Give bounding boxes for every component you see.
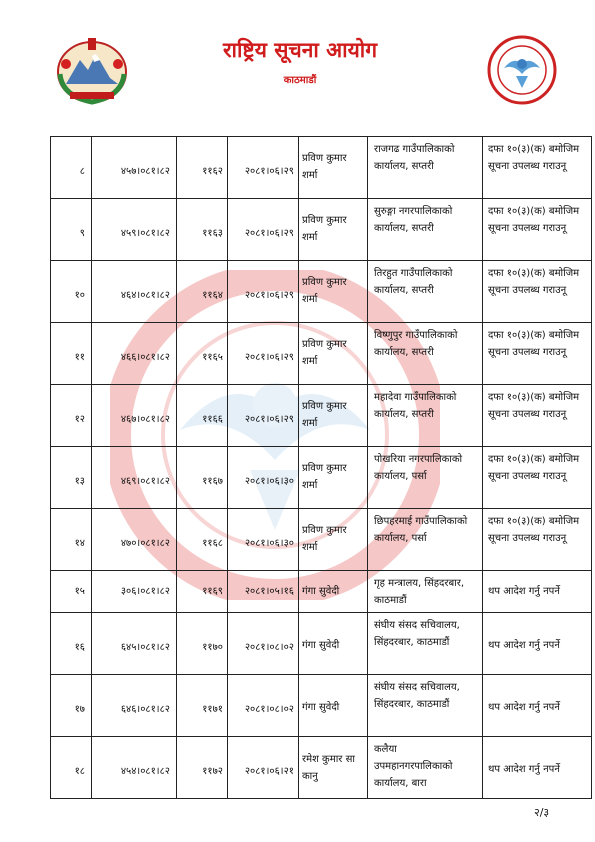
decision-number: ११६५ [177, 323, 228, 385]
applicant-name: प्रविण कुमार शर्मा [299, 447, 368, 509]
decision-number: ११६२ [177, 137, 228, 199]
serial-number: १६ [51, 613, 92, 675]
decision-number: ११७० [177, 613, 228, 675]
serial-number: ८ [51, 137, 92, 199]
respondent-office: तिरहुत गाउँपालिकाको कार्यालय, सप्तरी [368, 261, 483, 323]
decision-date: २०८१।०८।०२ [228, 675, 299, 737]
table-row [51, 675, 592, 737]
decision-text: थप आदेश गर्नु नपर्ने [483, 737, 592, 799]
registration-number: ४७०।०८१।८२ [92, 509, 177, 571]
decision-number: ११६६ [177, 385, 228, 447]
respondent-office: संघीय संसद सचिवालय, सिंहदरबार, काठमाडौं [368, 613, 483, 675]
decision-number: ११६७ [177, 447, 228, 509]
decision-text: दफा १०(३)(क) बमोजिम सूचना उपलब्ध गराउनू [483, 447, 592, 509]
registration-number: ४५४।०८१।८२ [92, 737, 177, 799]
decision-number: ११६९ [177, 571, 228, 613]
decision-date: २०८१।०६।२९ [228, 137, 299, 199]
registration-number: ६४६।०८१।८२ [92, 675, 177, 737]
serial-number: १४ [51, 509, 92, 571]
decision-text: दफा १०(३)(क) बमोजिम सूचना उपलब्ध गराउनू [483, 137, 592, 199]
decision-number: ११६४ [177, 261, 228, 323]
registration-number: ४५९।०८१।८२ [92, 199, 177, 261]
table-row [51, 199, 592, 261]
nepal-emblem-icon [52, 34, 132, 106]
table-row [51, 323, 592, 385]
applicant-name: प्रविण कुमार शर्मा [299, 385, 368, 447]
decision-date: २०८१।०८।०२ [228, 613, 299, 675]
decision-text: थप आदेश गर्नु नपर्ने [483, 675, 592, 737]
respondent-office: छिपहरमाई गाउँपालिकाको कार्यालय, पर्सा [368, 509, 483, 571]
serial-number: १३ [51, 447, 92, 509]
table-row [51, 509, 592, 571]
respondent-office: विष्णुपुर गाउँपालिकाको कार्यालय, सप्तरी [368, 323, 483, 385]
applicant-name: प्रविण कुमार शर्मा [299, 509, 368, 571]
serial-number: १५ [51, 571, 92, 613]
registration-number: ४६४।०८१।८२ [92, 261, 177, 323]
records-table [50, 136, 592, 799]
applicant-name: रमेश कुमार सा कानु [299, 737, 368, 799]
table-row [51, 385, 592, 447]
respondent-office: संघीय संसद सचिवालय, सिंहदरबार, काठमाडौं [368, 675, 483, 737]
decision-date: २०८१।०६।२९ [228, 385, 299, 447]
decision-date: २०८१।०६।२९ [228, 261, 299, 323]
letterhead [0, 0, 595, 120]
applicant-name: गंगा सुवेदी [299, 571, 368, 613]
decision-number: ११६३ [177, 199, 228, 261]
registration-number: ४६९।०८१।८२ [92, 447, 177, 509]
table-row [51, 571, 592, 613]
respondent-office: पोखरिया नगरपालिकाको कार्यालय, पर्सा [368, 447, 483, 509]
applicant-name: प्रविण कुमार शर्मा [299, 199, 368, 261]
table-row [51, 613, 592, 675]
decision-text: थप आदेश गर्नु नपर्ने [483, 571, 592, 613]
decision-text: दफा १०(३)(क) बमोजिम सूचना उपलब्ध गराउनू [483, 261, 592, 323]
respondent-office: सुरुङ्गा नगरपालिकाको कार्यालय, सप्तरी [368, 199, 483, 261]
respondent-office: राजगढ गाउँपालिकाको कार्यालय, सप्तरी [368, 137, 483, 199]
organization-title: राष्ट्रिय सूचना आयोग [222, 37, 378, 62]
serial-number: १८ [51, 737, 92, 799]
decision-date: २०८१।०६।२९ [228, 199, 299, 261]
applicant-name: प्रविण कुमार शर्मा [299, 323, 368, 385]
registration-number: ४६७।०८१।८२ [92, 385, 177, 447]
applicant-name: गंगा सुवेदी [299, 675, 368, 737]
decision-date: २०८१।०६।२९ [228, 323, 299, 385]
decision-date: २०८१।०६।३० [228, 509, 299, 571]
decision-text: दफा १०(३)(क) बमोजिम सूचना उपलब्ध गराउनू [483, 509, 592, 571]
registration-number: ३०६।०८१।८२ [92, 571, 177, 613]
registration-number: ४६६।०८१।८२ [92, 323, 177, 385]
serial-number: ९ [51, 199, 92, 261]
applicant-name: प्रविण कुमार शर्मा [299, 261, 368, 323]
decision-number: ११७१ [177, 675, 228, 737]
serial-number: १० [51, 261, 92, 323]
respondent-office: गृह मन्त्रालय, सिंहदरबार, काठमाडौं [368, 571, 483, 613]
table-row [51, 261, 592, 323]
organization-location: काठमाडौं [283, 75, 317, 86]
decision-text: थप आदेश गर्नु नपर्ने [483, 613, 592, 675]
decision-text: दफा १०(३)(क) बमोजिम सूचना उपलब्ध गराउनू [483, 385, 592, 447]
decision-date: २०८१।०६।३० [228, 447, 299, 509]
decision-number: ११६८ [177, 509, 228, 571]
decision-date: २०८१।०५।१६ [228, 571, 299, 613]
applicant-name: गंगा सुवेदी [299, 613, 368, 675]
nic-seal-icon [486, 34, 558, 106]
respondent-office: कलैया उपमहानगरपालिकाको कार्यालय, बारा [368, 737, 483, 799]
table-row [51, 737, 592, 799]
table-row [51, 137, 592, 199]
respondent-office: महादेवा गाउँपालिकाको कार्यालय, सप्तरी [368, 385, 483, 447]
decision-text: दफा १०(३)(क) बमोजिम सूचना उपलब्ध गराउनू [483, 323, 592, 385]
decision-number: ११७२ [177, 737, 228, 799]
serial-number: १२ [51, 385, 92, 447]
serial-number: १७ [51, 675, 92, 737]
decision-date: २०८१।०६।२१ [228, 737, 299, 799]
serial-number: ११ [51, 323, 92, 385]
applicant-name: प्रविण कुमार शर्मा [299, 137, 368, 199]
page-number: २/३ [534, 806, 550, 819]
registration-number: ६४५।०८१।८२ [92, 613, 177, 675]
registration-number: ४५७।०८१।८२ [92, 137, 177, 199]
table-row [51, 447, 592, 509]
decision-text: दफा १०(३)(क) बमोजिम सूचना उपलब्ध गराउनू [483, 199, 592, 261]
